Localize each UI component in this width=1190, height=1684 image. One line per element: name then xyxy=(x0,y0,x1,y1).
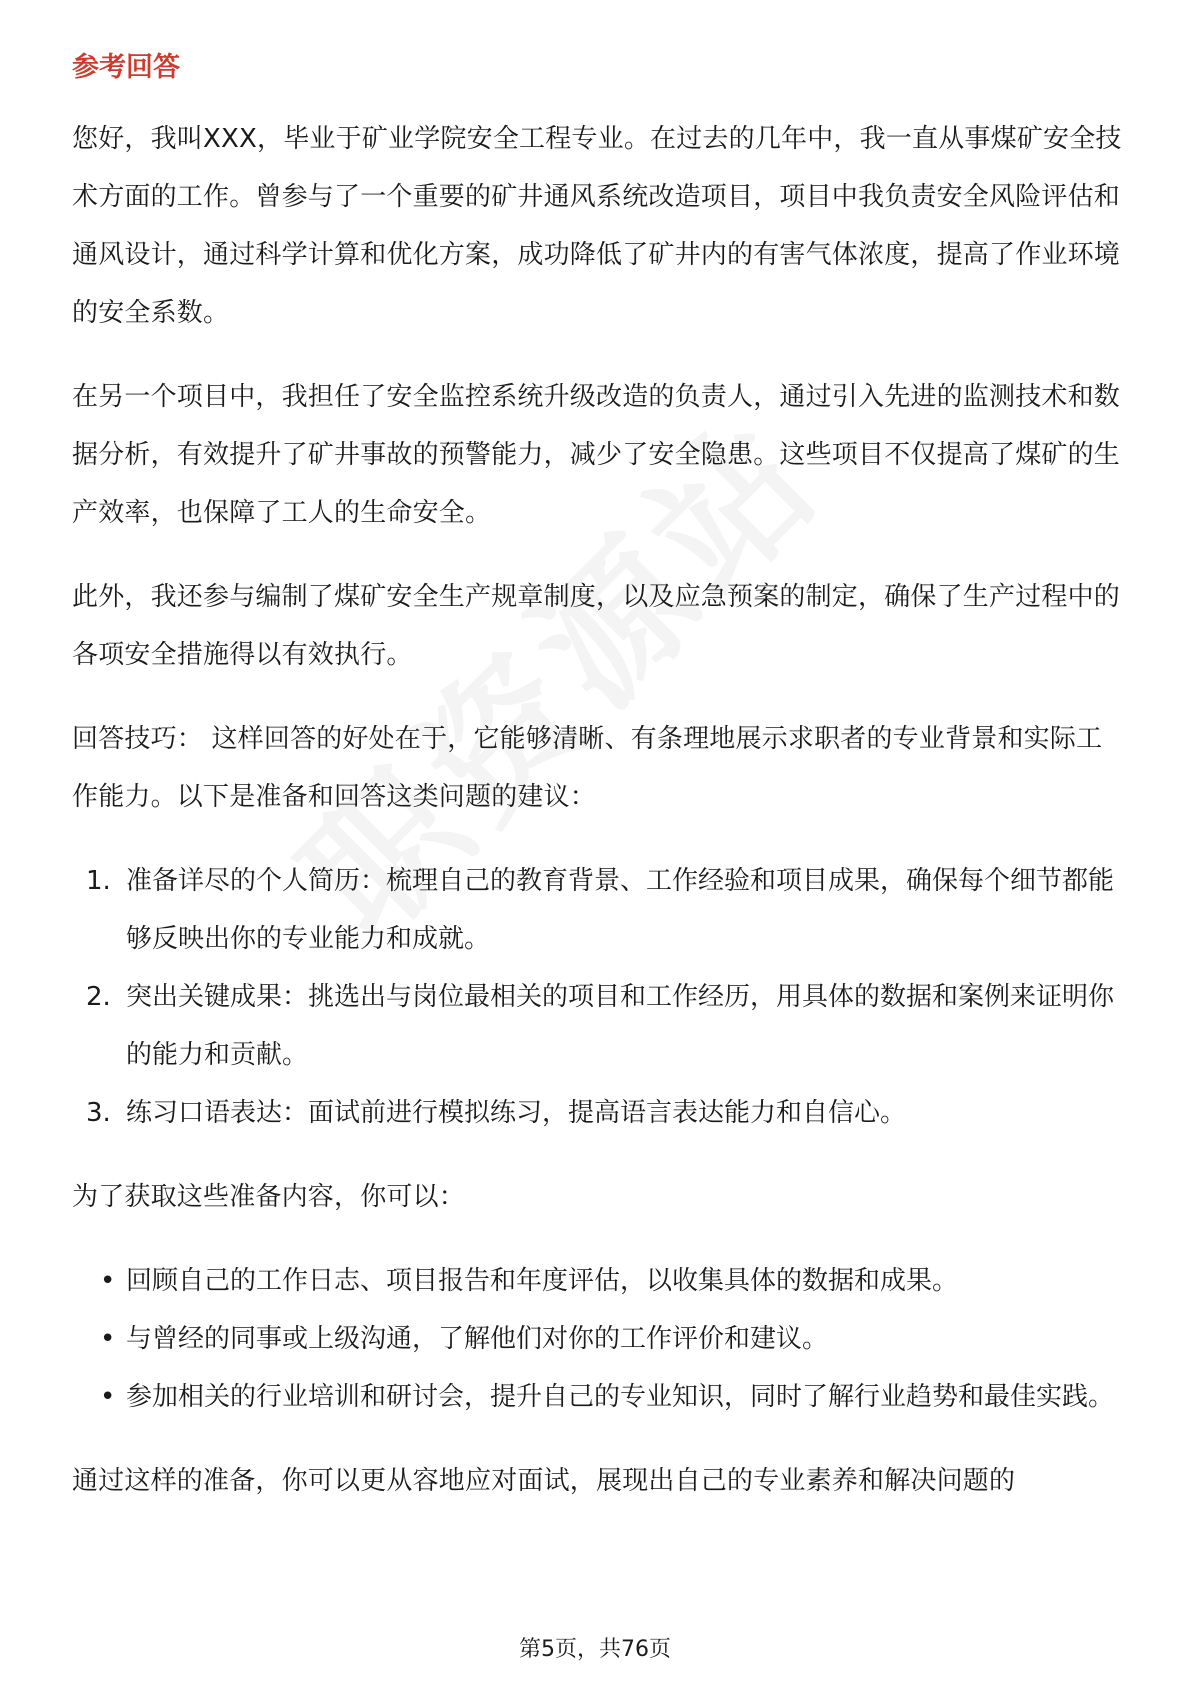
list-item-text: 练习口语表达：面试前进行模拟练习，提高语言表达能力和自信心。 xyxy=(126,1098,907,1128)
numbered-list xyxy=(72,852,1122,1142)
bullet-marker: • xyxy=(100,1382,116,1412)
list-item-text: 突出关键成果：挑选出与岗位最相关的项目和工作经历，用具体的数据和案例来证明你的能力和贡献。 xyxy=(126,982,1115,1070)
list-item-text: 准备详尽的个人简历：梳理自己的教育背景、工作经验和项目成果，确保每个细节都能够反映出你的专业能力和成就。 xyxy=(126,866,1115,954)
list-item-text: 回顾自己的工作日志、项目报告和年度评估，以收集具体的数据和成果。 xyxy=(126,1266,959,1296)
list-item-text: 参加相关的行业培训和研讨会，提升自己的专业知识，同时了解行业趋势和最佳实践。 xyxy=(126,1382,1115,1412)
list-item xyxy=(72,968,1122,1084)
bullet-marker: • xyxy=(100,1266,116,1296)
paragraph-intro: 您好，我叫XXX，毕业于矿业学院安全工程专业。在过去的几年中，我一直从事煤矿安全技术方面的工作。曾参与了一个重要的矿井通风系统改造项目，项目中我负责安全风险评估和通风设计，通过科学计算和优化方案，成功降低了矿井内的有害气体浓度，提高了作业环境的安全系数。 xyxy=(72,124,1122,328)
list-marker: 1. xyxy=(86,866,111,896)
bullet-marker: • xyxy=(100,1324,116,1354)
list-marker: 2. xyxy=(86,982,111,1012)
paragraph-closing: 通过这样的准备，你可以更从容地应对面试，展现出自己的专业素养和解决问题的 xyxy=(72,1466,1016,1496)
section-title: 参考回答 xyxy=(72,52,180,83)
page-number: 第5页，共76页 xyxy=(519,1637,671,1662)
paragraph-bullet-intro: 为了获取这些准备内容，你可以： xyxy=(72,1182,466,1212)
paragraph-project: 在另一个项目中，我担任了安全监控系统升级改造的负责人，通过引入先进的监测技术和数据分析，有效提升了矿井事故的预警能力，减少了安全隐患。这些项目不仅提高了煤矿的生产效率，也保障了工人的生命安全。 xyxy=(72,382,1121,528)
list-item-text: 与曾经的同事或上级沟通，了解他们对你的工作评价和建议。 xyxy=(126,1324,829,1354)
paragraph-regulations: 此外，我还参与编制了煤矿安全生产规章制度，以及应急预案的制定，确保了生产过程中的各项安全措施得以有效执行。 xyxy=(72,582,1121,670)
list-item xyxy=(72,1252,1122,1310)
list-item xyxy=(72,1084,1122,1142)
list-item xyxy=(72,852,1122,968)
list-marker: 3. xyxy=(86,1098,111,1128)
paragraph-tips: 回答技巧： 这样回答的好处在于，它能够清晰、有条理地展示求职者的专业背景和实际工作能力。以下是准备和回答这类问题的建议： xyxy=(72,724,1103,812)
list-item xyxy=(72,1310,1122,1368)
list-item xyxy=(72,1368,1122,1426)
document-page xyxy=(72,48,1122,1536)
bullet-list xyxy=(72,1252,1122,1426)
